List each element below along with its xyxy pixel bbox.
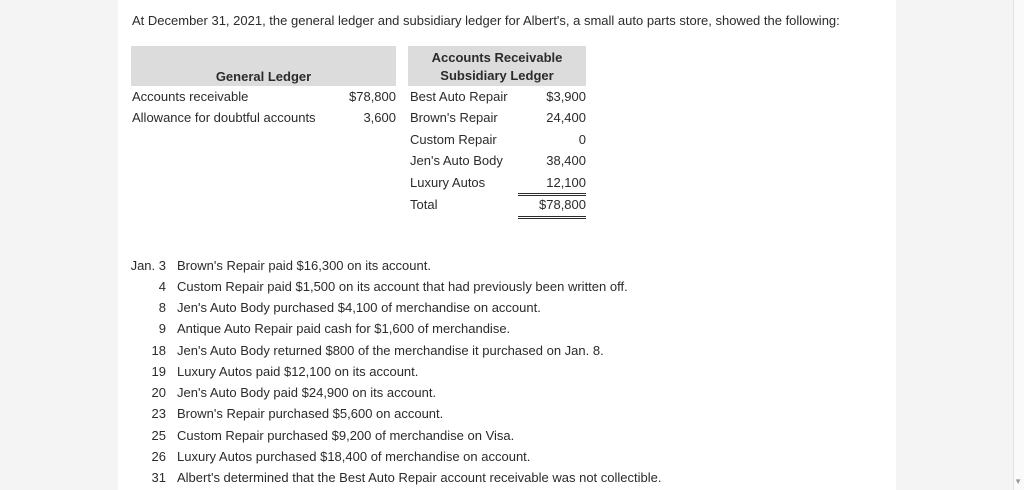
right-gutter [896, 0, 1024, 490]
gl-account-name: Allowance for doubtful accounts [132, 110, 316, 125]
general-ledger-title: General Ledger [215, 69, 312, 84]
ar-total-amount: $78,800 [518, 195, 586, 219]
transaction-date: 4 [158, 279, 166, 294]
ar-ledger-title-line2: Subsidiary Ledger [440, 68, 554, 83]
transaction-text: Brown's Repair purchased $5,600 on account. [177, 406, 444, 421]
gl-account-amount: $78,800 [349, 89, 396, 104]
transaction-text: Jen's Auto Body paid $24,900 on its account. [177, 385, 437, 400]
ar-customer-amount: 24,400 [546, 110, 586, 125]
intro-text: At December 31, 2021, the general ledger and subsidiary ledger for Albert's, a small auto parts store, showed the following: [132, 13, 840, 28]
transaction-list [118, 256, 896, 490]
transaction-date: 8 [158, 300, 166, 315]
ar-customer-amount: 0 [578, 132, 586, 147]
ar-customer-name: Brown's Repair [410, 110, 498, 125]
transaction-text: Jen's Auto Body returned $800 of the merchandise it purchased on Jan. 8. [177, 343, 604, 358]
transaction-text: Brown's Repair paid $16,300 on its account. [177, 258, 431, 273]
ar-customer-amount: $3,900 [546, 89, 586, 104]
transaction-date: 25 [151, 428, 166, 443]
ar-ledger-header [408, 46, 586, 86]
transaction-date: 23 [151, 406, 166, 421]
transaction-text: Jen's Auto Body purchased $4,100 of merchandise on account. [177, 300, 541, 315]
ar-customer-name: Jen's Auto Body [410, 153, 503, 168]
general-ledger-header [131, 46, 396, 86]
ar-ledger-title-line1: Accounts Receivable [431, 50, 563, 65]
scrollbar[interactable] [1013, 0, 1024, 490]
scroll-down-icon[interactable]: ▼ [1014, 477, 1022, 486]
gl-account-amount: 3,600 [363, 110, 396, 125]
transaction-date: 9 [158, 321, 166, 336]
transaction-date: 26 [151, 449, 166, 464]
transaction-text: Antique Auto Repair paid cash for $1,600 of merchandise. [177, 321, 511, 336]
transaction-text: Custom Repair paid $1,500 on its account that had previously been written off. [177, 279, 628, 294]
transaction-date: 20 [151, 385, 166, 400]
left-gutter [0, 0, 118, 490]
ar-customer-name: Luxury Autos [410, 175, 486, 190]
transaction-date: Jan. 3 [130, 258, 166, 273]
gl-account-name: Accounts receivable [132, 89, 249, 104]
transaction-text: Albert's determined that the Best Auto Repair account receivable was not collectible. [177, 470, 662, 485]
ar-customer-name: Custom Repair [410, 132, 497, 147]
ar-customer-name: Best Auto Repair [410, 89, 508, 104]
transaction-text: Luxury Autos purchased $18,400 of merchandise on account. [177, 449, 531, 464]
transaction-date: 18 [151, 343, 166, 358]
problem-content [118, 0, 896, 490]
transaction-text: Luxury Autos paid $12,100 on its account. [177, 364, 419, 379]
ar-customer-amount: 38,400 [546, 153, 586, 168]
transaction-text: Custom Repair purchased $9,200 of merchandise on Visa. [177, 428, 515, 443]
transaction-date: 31 [151, 470, 166, 485]
transaction-date: 19 [151, 364, 166, 379]
ar-customer-amount: 12,100 [518, 173, 586, 194]
ar-total-label: Total [410, 197, 438, 212]
